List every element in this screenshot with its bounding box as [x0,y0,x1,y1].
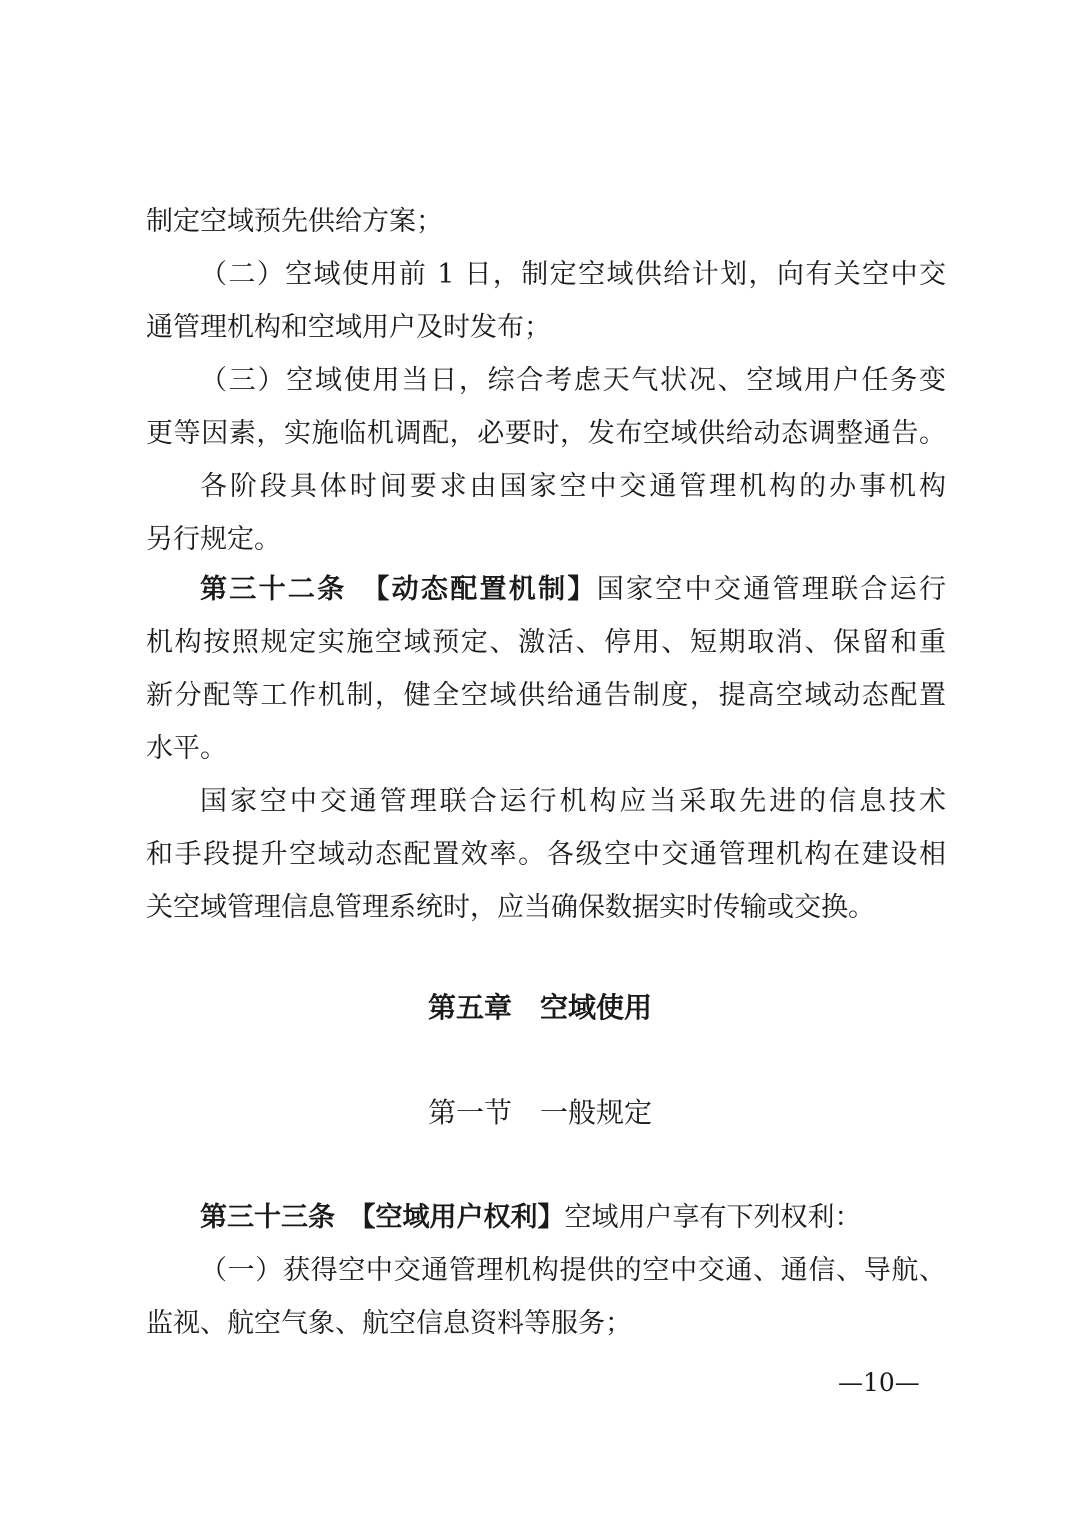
section-title: 第一节 一般规定 [427,1096,652,1129]
article-33-first-line [200,1200,946,1236]
paragraph-line: 各阶段具体时间要求由国家空中交通管理机构的办事机构 [200,471,946,502]
paragraph-line: （三）空域使用当日，综合考虑天气状况、空域用户任务变 [200,365,946,396]
paragraph-line: 机构按照规定实施空域预定、激活、停用、短期取消、保留和重 [146,627,946,658]
paragraph-line: 国家空中交通管理联合运行机构应当采取先进的信息技术 [200,786,946,817]
paragraph-line: 通管理机构和空域用户及时发布； [146,312,551,343]
paragraph-line: 制定空域预先供给方案； [146,206,443,237]
paragraph-line: 另行规定。 [146,524,281,555]
paragraph-line: 和手段提升空域动态配置效率。各级空中交通管理机构在建设相 [146,839,946,870]
chapter-title: 第五章 空域使用 [427,991,652,1024]
article-32-first-line [200,572,946,608]
page-number: —10— [838,1368,920,1397]
paragraph-line: 关空域管理信息管理系统时，应当确保数据实时传输或交换。 [146,892,875,923]
article-33-text: 空域用户享有下列权利： [564,1202,862,1233]
article-33-heading: 第三十三条 【空域用户权利】 [200,1202,565,1233]
paragraph-line: （二）空域使用前 1 日，制定空域供给计划，向有关空中交 [200,259,946,290]
paragraph-line: （一）获得空中交通管理机构提供的空中交通、通信、导航、 [200,1255,946,1286]
paragraph-line: 监视、航空气象、航空信息资料等服务； [146,1308,632,1339]
paragraph-line: 新分配等工作机制，健全空域供给通告制度，提高空域动态配置 [146,680,946,711]
article-32-text: 国家空中交通管理联合运行 [596,574,947,605]
paragraph-line: 水平。 [146,733,227,764]
article-32-heading: 第三十二条 【动态配置机制】 [200,574,597,605]
paragraph-line: 更等因素，实施临机调配，必要时，发布空域供给动态调整通告。 [146,418,946,449]
